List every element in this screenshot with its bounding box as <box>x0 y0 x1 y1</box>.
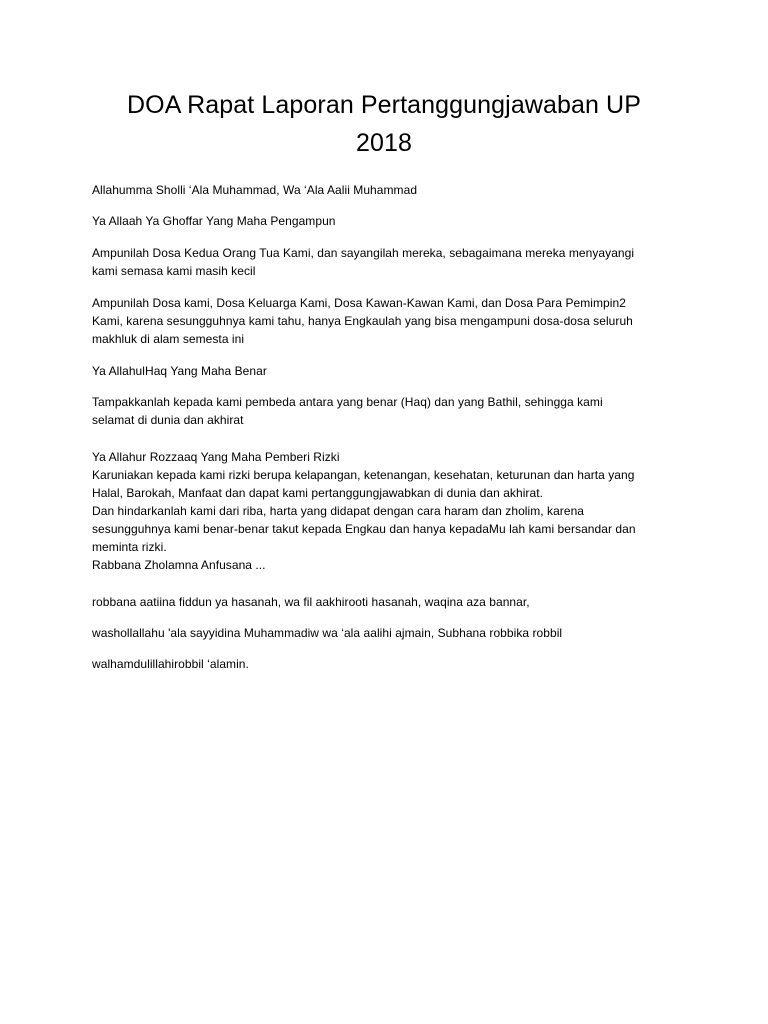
paragraph-rizki <box>92 448 682 574</box>
text-line: selamat di dunia dan akhirat <box>92 413 244 427</box>
text-line: washollallahu 'ala sayyidina Muhammadiw wa ‘ala aalihi ajmain, Subhana robbika robbil <box>92 626 563 640</box>
paragraph-parents <box>92 244 682 280</box>
paragraph-hamdalah <box>92 655 682 673</box>
text-line: robbana aatiina fiddun ya hasanah, wa fil aakhirooti hasanah, waqina aza bannar, <box>92 595 530 609</box>
paragraph-sholawat-closing <box>92 624 682 642</box>
paragraph-robbana <box>92 593 682 611</box>
text-line: Ampunilah Dosa kami, Dosa Keluarga Kami, Dosa Kawan-Kawan Kami, dan Dosa Para Pemimpin2 <box>92 296 626 310</box>
paragraph-forgiveness <box>92 294 682 348</box>
document-title <box>92 86 676 162</box>
text-line: Dan hindarkanlah kami dari riba, harta yang didapat dengan cara haram dan zholim, karena <box>92 504 585 518</box>
text-line: meminta rizki. <box>92 540 167 554</box>
text-line: Rabbana Zholamna Anfusana ... <box>92 558 266 572</box>
text-line: walhamdulillahirobbil ‘alamin. <box>92 657 249 671</box>
paragraph-ghoffar <box>92 212 682 230</box>
text-line: Ya Allaah Ya Ghoffar Yang Maha Pengampun <box>92 214 336 228</box>
paragraph-truth <box>92 393 682 429</box>
text-line: Karuniakan kepada kami rizki berupa kelapangan, ketenangan, kesehatan, keturunan dan harta yang <box>92 468 635 482</box>
text-line: Tampakkanlah kepada kami pembeda antara yang benar (Haq) dan yang Bathil, sehingga kami <box>92 395 603 409</box>
title-line: 2018 <box>355 129 412 157</box>
text-line: Kami, karena sesungguhnya kami tahu, hanya Engkaulah yang bisa mengampuni dosa-dosa seluruh <box>92 314 633 328</box>
text-line: Ya Allahur Rozzaaq Yang Maha Pemberi Rizki <box>92 450 340 464</box>
text-line: kami semasa kami masih kecil <box>92 264 256 278</box>
paragraph-salawat <box>92 181 682 199</box>
title-line: DOA Rapat Laporan Pertanggungjawaban UP <box>127 91 641 119</box>
text-line: makhluk di alam semesta ini <box>92 332 245 346</box>
text-line: Allahumma Sholli ‘Ala Muhammad, Wa ‘Ala Aalii Muhammad <box>92 183 418 197</box>
text-line: Ya AllahulHaq Yang Maha Benar <box>92 364 267 378</box>
text-line: sesungguhnya kami benar-benar takut kepada Engkau dan hanya kepadaMu lah kami bersandar dan <box>92 522 636 536</box>
paragraph-alhaq <box>92 362 682 380</box>
text-line: Ampunilah Dosa Kedua Orang Tua Kami, dan sayangilah mereka, sebagaimana mereka menyayangi <box>92 246 635 260</box>
text-line: Halal, Barokah, Manfaat dan dapat kami pertanggungjawabkan di dunia dan akhirat. <box>92 486 543 500</box>
